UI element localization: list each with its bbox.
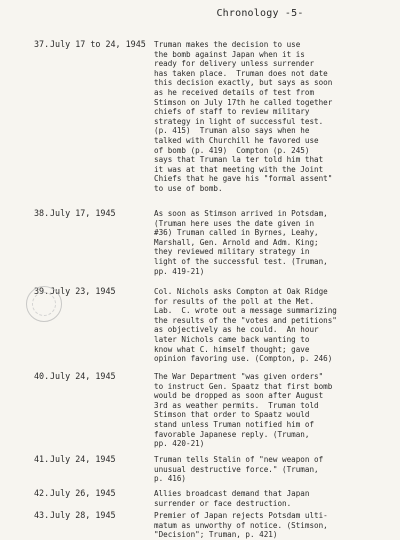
entry-text: As soon as Stimson arrived in Potsdam, (Truman here uses the date given in #36) Truman called in Byrnes, Leahy, Marshall, Gen. Arnold and Adm. King; they reviewed military strategy in light of the successful test. (Truman, pp. 419-21) bbox=[154, 209, 328, 276]
entry-text: Premier of Japan rejects Potsdam ulti- matum as unworthy of notice. (Stimson, "Decision"; Truman, p. 421) bbox=[154, 511, 328, 540]
page-header: Chronology -5- bbox=[216, 8, 304, 19]
entry-number: 38. bbox=[34, 208, 50, 218]
entry-date: July 28, 1945 bbox=[50, 510, 116, 520]
entry-date: July 26, 1945 bbox=[50, 488, 116, 498]
entry-text: Col. Nichols asks Compton at Oak Ridge for results of the poll at the Met. Lab. C. wrote out a message summarizing the results of the "votes and petitions" as objectively as he could. An hour later Nichols came back wanting to know what C. himself thought; gave opinion favoring use. (Compton, p. 246) bbox=[154, 287, 337, 364]
archive-stamp bbox=[26, 286, 62, 322]
entry-number: 42. bbox=[34, 488, 50, 498]
entry-text: Truman makes the decision to use the bomb against Japan when it is ready for delivery unless surrender has taken place. Truman does not date this decision exactly, but says as soon as he received details of test from Stimson on July 17th he called together chiefs of staff to review military strategy in light of successful test. (p. 415) Truman also says when he talked with Churchill he favored use of bomb (p. 419) Compton (p. 245) says that Truman la ter told him that it was at that meeting with the Joint Chiefs that he gave his "formal assent" to use of bomb. bbox=[154, 40, 333, 193]
entry-text: The War Department "was given orders" to instruct Gen. Spaatz that first bomb would be dropped as soon after August 3rd as weather permits. Truman told Stimson that order to Spaatz would stand unless Truman notified him of favorable Japanese reply. (Truman, pp. 420-21) bbox=[154, 372, 333, 449]
entry-date: July 17, 1945 bbox=[50, 208, 116, 218]
entry-date: July 23, 1945 bbox=[50, 286, 116, 296]
entry-date: July 24, 1945 bbox=[50, 454, 116, 464]
entry-number: 39. bbox=[34, 286, 50, 296]
entry-number: 37. bbox=[34, 39, 50, 49]
entry-date: July 17 to 24, 1945 bbox=[50, 39, 146, 49]
entry-number: 40. bbox=[34, 371, 50, 381]
entry-date: July 24, 1945 bbox=[50, 371, 116, 381]
entry-number: 43. bbox=[34, 510, 50, 520]
entry-text: Truman tells Stalin of "new weapon of unusual destructive force." (Truman, p. 416) bbox=[154, 455, 324, 484]
entry-text: Allies broadcast demand that Japan surrender or face destruction. bbox=[154, 489, 310, 508]
entry-number: 41. bbox=[34, 454, 50, 464]
